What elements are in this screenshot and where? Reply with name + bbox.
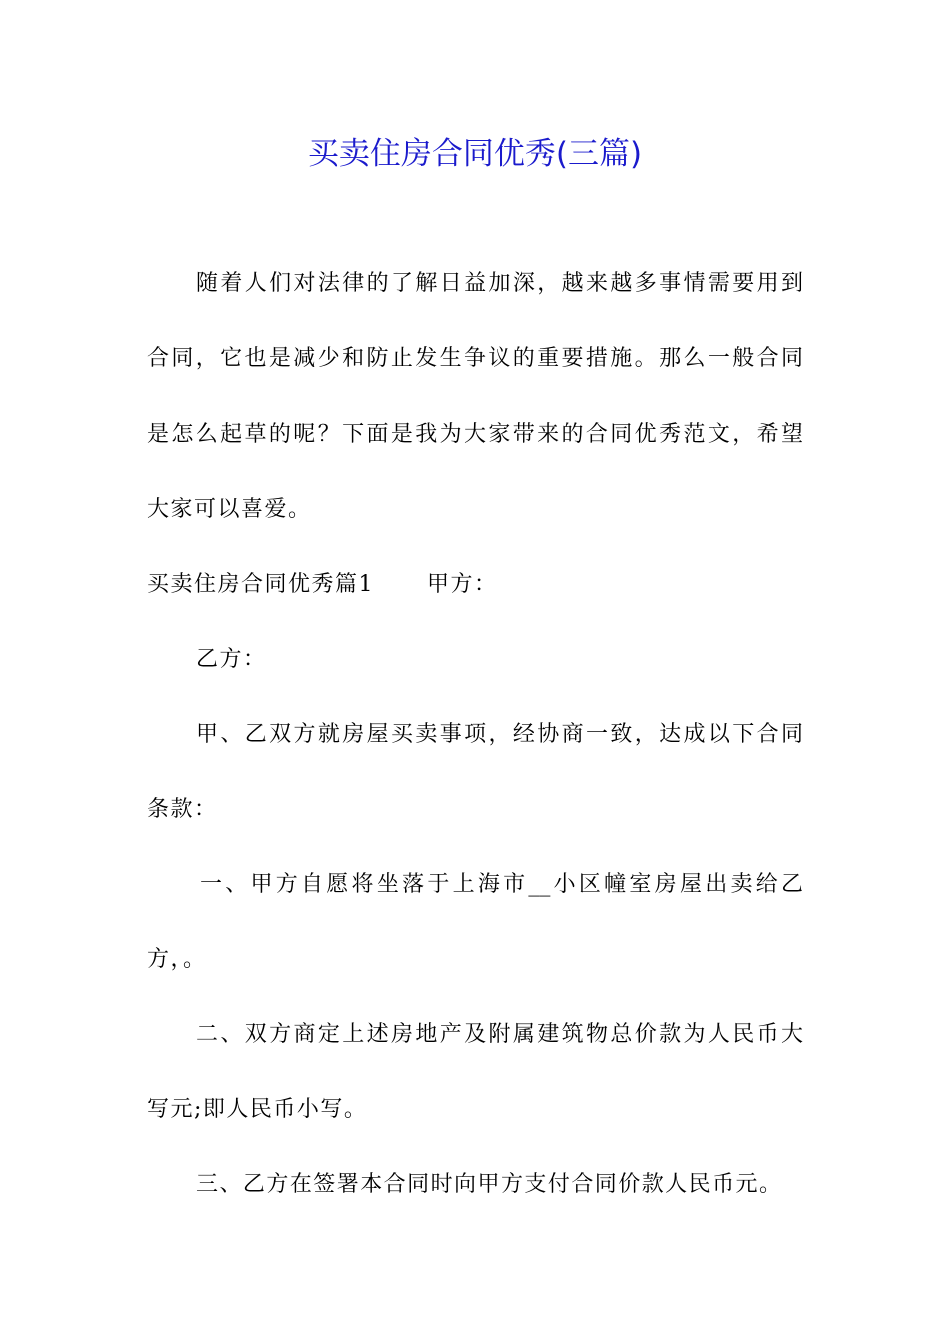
- intro-line-4: 大家可以喜爱。: [147, 497, 312, 522]
- clause2-line-2: 写元;即人民币小写。: [147, 1097, 368, 1122]
- party-b-label: 乙方：: [196, 647, 267, 672]
- clause1-line-1: 一、甲方自愿将坐落于上海市__小区幢室房屋出卖给乙: [200, 872, 803, 897]
- intro-line-1: 随着人们对法律的了解日益加深，越来越多事情需要用到: [196, 271, 803, 296]
- section1-heading: 买卖住房合同优秀篇1: [147, 572, 374, 597]
- party-a-label: 甲方：: [427, 572, 498, 597]
- clause1-line-2: 方，。: [147, 947, 207, 972]
- clause3-line: 三、乙方在签署本合同时向甲方支付合同价款人民币元。: [196, 1172, 781, 1197]
- document-title: 买卖住房合同优秀(三篇): [307, 136, 643, 172]
- intro-line-3: 是怎么起草的呢？下面是我为大家带来的合同优秀范文，希望: [147, 422, 803, 447]
- intro-line-2: 合同，它也是减少和防止发生争议的重要措施。那么一般合同: [147, 346, 803, 371]
- clause2-line-1: 二、双方商定上述房地产及附属建筑物总价款为人民币大: [196, 1022, 803, 1047]
- clause-intro-line-2: 条款：: [147, 797, 218, 822]
- clause-intro-line-1: 甲、乙双方就房屋买卖事项，经协商一致，达成以下合同: [196, 722, 803, 747]
